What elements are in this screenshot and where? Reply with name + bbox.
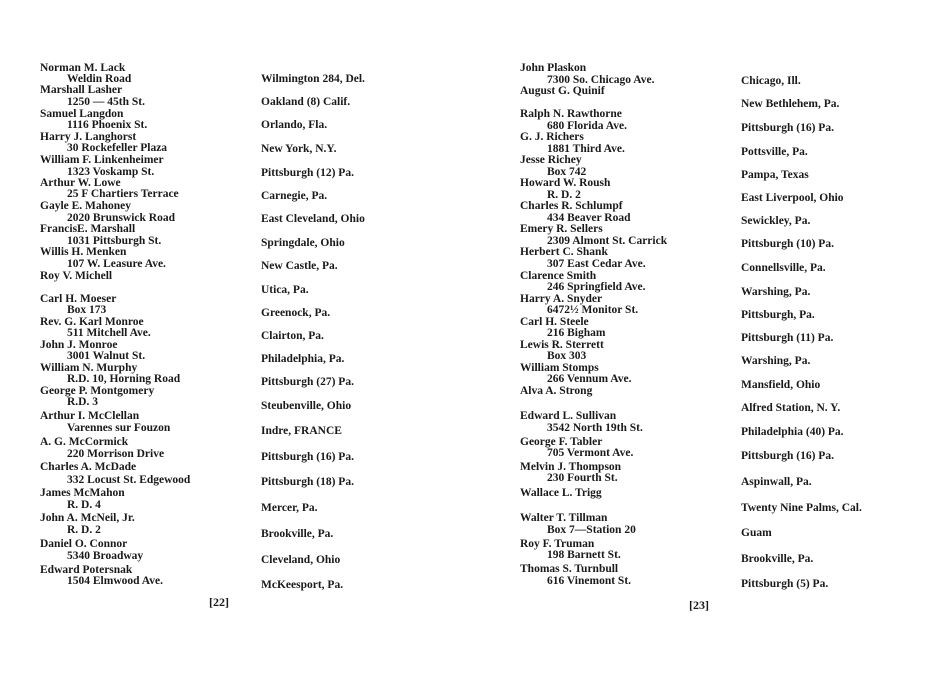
entry-name: William Stomps (520, 362, 599, 374)
entry-address: 1323 Voskamp St. (67, 166, 155, 178)
entry-city: Pittsburgh (12) Pa. (261, 167, 354, 179)
entry-name: Norman M. Lack (40, 62, 126, 74)
entry-city: East Liverpool, Ohio (741, 192, 844, 204)
page-number-right: [23] (689, 598, 709, 612)
entry-name: FrancisE. Marshall (40, 223, 136, 235)
entry-city: Steubenville, Ohio (261, 400, 352, 412)
entry-city: Oakland (8) Calif. (261, 96, 351, 108)
entry-address: 25 F Chartiers Terrace (67, 188, 179, 200)
entry-city: Utica, Pa. (261, 284, 309, 296)
entry-address: 705 Vermont Ave. (547, 447, 634, 459)
entry-city: Philadelphia (40) Pa. (741, 426, 844, 438)
entry-address: 246 Springfield Ave. (547, 281, 646, 293)
entry-name: Ralph N. Rawthorne (520, 108, 622, 120)
entry-address: Weldin Road (67, 73, 132, 85)
entry-address: 1250 — 45th St. (67, 96, 145, 108)
entry-city: New Bethlehem, Pa. (741, 98, 840, 110)
entry-address: 1504 Elmwood Ave. (67, 575, 163, 587)
entry-name: Daniel O. Connor (40, 538, 128, 550)
entry-address: 1881 Third Ave. (547, 143, 625, 155)
entry-city: Mansfield, Ohio (741, 379, 821, 391)
entry-name: George P. Montgomery (40, 385, 155, 397)
entry-address: 6472½ Monitor St. (547, 304, 639, 316)
entry-city: Springdale, Ohio (261, 237, 345, 249)
entry-city: Pittsburgh (5) Pa. (741, 578, 829, 590)
entry-city: New York, N.Y. (261, 143, 337, 155)
entry-name: John J. Monroe (40, 339, 118, 351)
entry-address: R.D. 3 (67, 396, 98, 408)
entry-name: Carl H. Steele (520, 316, 589, 328)
entry-city: Aspinwall, Pa. (741, 476, 812, 488)
entry-city: Warshing, Pa. (741, 355, 811, 367)
entry-city: Warshing, Pa. (741, 286, 811, 298)
entry-name: Thomas S. Turnbull (520, 563, 619, 575)
entry-city: Mercer, Pa. (261, 502, 318, 514)
entry-address: 680 Florida Ave. (547, 120, 627, 132)
entry-city: Pittsburgh (11) Pa. (741, 332, 834, 344)
entry-name: James McMahon (40, 487, 125, 499)
entry-city: Orlando, Fla. (261, 119, 328, 131)
entry-name: Alva A. Strong (520, 385, 593, 397)
entry-address: Box 303 (547, 350, 587, 362)
entry-name: Clarence Smith (520, 270, 597, 282)
entry-address: 30 Rockefeller Plaza (67, 142, 168, 154)
entry-name: Howard W. Roush (520, 177, 611, 189)
entry-name: John A. McNeil, Jr. (40, 512, 135, 524)
entry-city: Pittsburgh (16) Pa. (741, 450, 834, 462)
entry-city: Philadelphia, Pa. (261, 353, 345, 365)
entry-address: 5340 Broadway (67, 550, 144, 562)
entry-city: Sewickley, Pa. (741, 215, 811, 227)
page-number-left: [22] (209, 595, 229, 609)
entry-name: Roy V. Michell (40, 270, 113, 282)
entry-name: George F. Tabler (520, 436, 603, 448)
entry-name: Willis H. Menken (40, 246, 127, 258)
entry-name: Melvin J. Thompson (520, 461, 622, 473)
entry-city: McKeesport, Pa. (261, 579, 344, 591)
entry-city: Pittsburgh (16) Pa. (261, 451, 354, 463)
entry-city: Clairton, Pa. (261, 330, 324, 342)
entry-name: Herbert C. Shank (520, 246, 608, 258)
entry-name: William N. Murphy (40, 362, 138, 374)
entry-city: New Castle, Pa. (261, 260, 338, 272)
entry-address: 3542 North 19th St. (547, 422, 643, 434)
entry-address: Box 7—Station 20 (547, 524, 636, 536)
entry-city: Chicago, Ill. (741, 75, 801, 87)
entry-address: 3001 Walnut St. (67, 350, 146, 362)
entry-name: Carl H. Moeser (40, 293, 117, 305)
entry-address: Box 742 (547, 166, 587, 178)
entry-address: Box 173 (67, 304, 107, 316)
entry-city: Pittsburgh, Pa. (741, 309, 815, 321)
entry-city: Pampa, Texas (741, 169, 809, 181)
entry-city: East Cleveland, Ohio (261, 213, 365, 225)
entry-city: Greenock, Pa. (261, 307, 331, 319)
entry-address: 1116 Phoenix St. (67, 119, 148, 131)
entry-name: William F. Linkenheimer (40, 154, 164, 166)
entry-address: 198 Barnett St. (547, 549, 621, 561)
entry-city: Pittsburgh (18) Pa. (261, 476, 354, 488)
entry-name: Walter T. Tillman (520, 512, 608, 524)
entry-name: Charles R. Schlumpf (520, 200, 623, 212)
entry-name: Marshall Lasher (40, 84, 123, 96)
entry-address: 332 Locust St. Edgewood (67, 474, 191, 486)
entry-city: Twenty Nine Palms, Cal. (741, 502, 862, 514)
entry-address: 216 Bigham (547, 327, 606, 339)
entry-name: Jesse Richey (520, 154, 582, 166)
entry-city: Connellsville, Pa. (741, 262, 826, 274)
entry-address: 220 Morrison Drive (67, 448, 165, 460)
entry-name: Edward Potersnak (40, 564, 133, 576)
entry-city: Guam (741, 527, 772, 539)
entry-name: August G. Quinif (520, 85, 605, 97)
entry-name: Charles A. McDade (40, 461, 137, 473)
entry-name: Samuel Langdon (40, 108, 124, 120)
entry-name: Edward L. Sullivan (520, 410, 617, 422)
entry-city: Pittsburgh (27) Pa. (261, 376, 354, 388)
entry-address: 434 Beaver Road (547, 212, 631, 224)
entry-name: Arthur W. Lowe (40, 177, 121, 189)
entry-name: John Plaskon (520, 62, 587, 74)
entry-name: Roy F. Truman (520, 538, 595, 550)
entry-name: Arthur I. McClellan (40, 410, 140, 422)
entry-name: Gayle E. Mahoney (40, 200, 132, 212)
entry-address: R.D. 10, Horning Road (67, 373, 181, 385)
entry-address: Varennes sur Fouzon (67, 422, 171, 434)
entry-address: R. D. 4 (67, 499, 101, 511)
entry-address: 307 East Cedar Ave. (547, 258, 646, 270)
entry-address: 511 Mitchell Ave. (67, 327, 151, 339)
entry-city: Carnegie, Pa. (261, 190, 328, 202)
entry-address: 1031 Pittsburgh St. (67, 235, 162, 247)
entry-address: 107 W. Leasure Ave. (67, 258, 166, 270)
entry-name: Harry J. Langhorst (40, 131, 137, 143)
entry-address: 7300 So. Chicago Ave. (547, 74, 655, 86)
entry-name: Wallace L. Trigg (520, 487, 602, 499)
entry-address: 2309 Almont St. Carrick (547, 235, 668, 247)
entry-name: A. G. McCormick (40, 436, 129, 448)
entry-address: 266 Vennum Ave. (547, 373, 632, 385)
entry-city: Pottsville, Pa. (741, 146, 808, 158)
entry-name: G. J. Richers (520, 131, 584, 143)
entry-city: Wilmington 284, Del. (261, 73, 365, 85)
entry-city: Alfred Station, N. Y. (741, 402, 841, 414)
entry-address: R. D. 2 (67, 524, 101, 536)
entry-city: Pittsburgh (10) Pa. (741, 238, 834, 250)
entry-city: Brookville, Pa. (261, 528, 334, 540)
entry-address: 230 Fourth St. (547, 472, 618, 484)
entry-name: Lewis R. Sterrett (520, 339, 604, 351)
entry-city: Brookville, Pa. (741, 553, 814, 565)
entry-city: Pittsburgh (16) Pa. (741, 122, 834, 134)
entry-address: R. D. 2 (547, 189, 581, 201)
entry-address: 2020 Brunswick Road (67, 212, 175, 224)
entry-city: Cleveland, Ohio (261, 554, 341, 566)
entry-name: Rev. G. Karl Monroe (40, 316, 144, 328)
entry-name: Harry A. Snyder (520, 293, 603, 305)
entry-name: Emery R. Sellers (520, 223, 603, 235)
entry-city: Indre, FRANCE (261, 425, 342, 437)
entry-address: 616 Vinemont St. (547, 575, 632, 587)
